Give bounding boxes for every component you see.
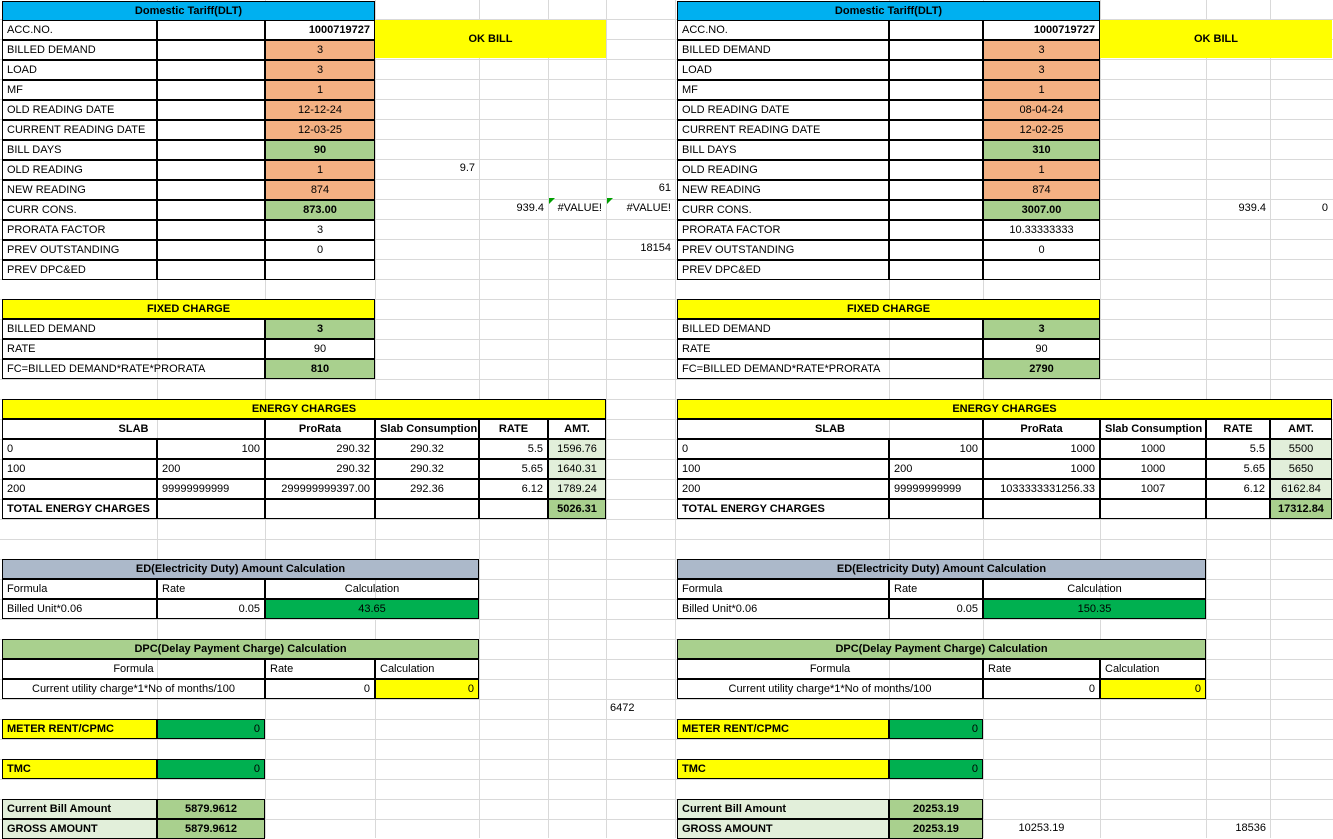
energy-header-amt: AMT. [548, 419, 606, 439]
cell[interactable] [479, 499, 548, 519]
info-blank[interactable] [157, 240, 265, 260]
slab-rate[interactable]: 6.12 [1206, 479, 1270, 499]
info-label: MF [2, 80, 157, 100]
slab-cons[interactable]: 290.32 [375, 439, 479, 459]
ed-header-rate: Rate [889, 579, 983, 599]
section-title: Domestic Tariff(DLT) [677, 1, 1100, 21]
slab-rate[interactable]: 5.65 [1206, 459, 1270, 479]
gridline-row [0, 619, 1333, 620]
extra-value[interactable]: 6472 [610, 702, 635, 714]
dpc-formula[interactable]: Current utility charge*1*No of months/100 [2, 679, 265, 699]
info-value[interactable]: 1000719727 [983, 20, 1100, 40]
status-badge: OK BILL [1100, 20, 1332, 58]
energy-header-amt: AMT. [1270, 419, 1332, 439]
energy-charges-title: ENERGY CHARGES [677, 399, 1332, 419]
info-blank[interactable] [889, 40, 983, 60]
info-label: OLD READING [2, 160, 157, 180]
energy-header-slab: SLAB [677, 419, 983, 439]
ed-header-calc: Calculation [265, 579, 479, 599]
fixed-value[interactable]: 3 [265, 319, 375, 339]
dpc-header-formula: Formula [2, 659, 265, 679]
info-label: PREV DPC&ED [677, 260, 889, 280]
info-blank[interactable] [157, 140, 265, 160]
ed-formula[interactable]: Billed Unit*0.06 [677, 599, 889, 619]
info-value[interactable]: 1 [265, 160, 375, 180]
dpc-calc[interactable]: 0 [375, 679, 479, 699]
info-value[interactable] [265, 260, 375, 280]
slab-to[interactable]: 99999999999 [157, 479, 265, 499]
info-blank[interactable] [157, 180, 265, 200]
slab-prorata[interactable]: 1000 [983, 459, 1100, 479]
energy-header-slab: SLAB [2, 419, 265, 439]
cell[interactable] [1206, 499, 1270, 519]
info-blank[interactable] [157, 80, 265, 100]
slab-amt[interactable]: 6162.84 [1270, 479, 1332, 499]
info-blank[interactable] [157, 200, 265, 220]
info-label: PREV DPC&ED [2, 260, 157, 280]
fixed-label: BILLED DEMAND [2, 319, 265, 339]
dpc-calc[interactable]: 0 [1100, 679, 1206, 699]
fixed-label: RATE [677, 339, 983, 359]
info-label: PREV OUTSTANDING [677, 240, 889, 260]
error-value[interactable]: #VALUE! [626, 202, 671, 214]
ed-calc[interactable]: 43.65 [265, 599, 479, 619]
fixed-value[interactable]: 90 [265, 339, 375, 359]
info-value[interactable]: 90 [265, 140, 375, 160]
info-value[interactable]: 08-04-24 [983, 100, 1100, 120]
cell[interactable] [983, 499, 1100, 519]
meter-rent-value[interactable]: 0 [889, 719, 983, 739]
ed-title: ED(Electricity Duty) Amount Calculation [677, 559, 1206, 579]
gridline-row [0, 379, 1333, 380]
info-value[interactable]: 12-03-25 [265, 120, 375, 140]
info-blank[interactable] [157, 60, 265, 80]
ed-header-formula: Formula [677, 579, 889, 599]
dpc-rate[interactable]: 0 [265, 679, 375, 699]
total-energy-value[interactable]: 5026.31 [548, 499, 606, 519]
gridline-col [675, 0, 676, 838]
slab-amt[interactable]: 5500 [1270, 439, 1332, 459]
info-value[interactable]: 3 [265, 220, 375, 240]
info-value[interactable]: 1000719727 [265, 20, 375, 40]
slab-cons[interactable]: 292.36 [375, 479, 479, 499]
dpc-header-rate: Rate [265, 659, 375, 679]
total-energy-value[interactable]: 17312.84 [1270, 499, 1332, 519]
info-value[interactable]: 1 [265, 80, 375, 100]
info-label: BILL DAYS [677, 140, 889, 160]
info-value[interactable]: 3 [983, 40, 1100, 60]
info-value[interactable]: 3 [265, 40, 375, 60]
ed-formula[interactable]: Billed Unit*0.06 [2, 599, 157, 619]
ed-calc[interactable]: 150.35 [983, 599, 1206, 619]
energy-header-rate: RATE [1206, 419, 1270, 439]
cell[interactable] [265, 499, 375, 519]
fixed-label: FC=BILLED DEMAND*RATE*PRORATA [677, 359, 983, 379]
section-title: Domestic Tariff(DLT) [2, 1, 375, 21]
slab-prorata[interactable]: 290.32 [265, 439, 375, 459]
info-blank[interactable] [889, 160, 983, 180]
info-label: CURR CONS. [2, 200, 157, 220]
fixed-label: BILLED DEMAND [677, 319, 983, 339]
slab-to[interactable]: 100 [157, 439, 265, 459]
fixed-value[interactable]: 90 [983, 339, 1100, 359]
dpc-header-rate: Rate [983, 659, 1100, 679]
energy-header-cons: Slab Consumption [375, 419, 479, 439]
energy-header-prorata: ProRata [265, 419, 375, 439]
ed-title: ED(Electricity Duty) Amount Calculation [2, 559, 479, 579]
slab-from[interactable]: 200 [677, 479, 889, 499]
info-value[interactable]: 10.33333333 [983, 220, 1100, 240]
info-value[interactable]: 0 [265, 240, 375, 260]
ed-rate[interactable]: 0.05 [157, 599, 265, 619]
error-value[interactable]: #VALUE! [557, 202, 602, 214]
extra-value[interactable]: 939.4 [516, 202, 544, 214]
slab-prorata[interactable]: 1000 [983, 439, 1100, 459]
current-bill-value[interactable]: 5879.9612 [157, 799, 265, 819]
info-value[interactable]: 874 [265, 180, 375, 200]
slab-from[interactable]: 0 [2, 439, 157, 459]
slab-amt[interactable]: 1640.31 [548, 459, 606, 479]
total-energy-label: TOTAL ENERGY CHARGES [677, 499, 889, 519]
dpc-rate[interactable]: 0 [983, 679, 1100, 699]
slab-to[interactable]: 100 [889, 439, 983, 459]
gridline-row [0, 519, 1333, 520]
info-blank[interactable] [889, 240, 983, 260]
dpc-header-calc: Calculation [375, 659, 479, 679]
info-blank[interactable] [889, 80, 983, 100]
info-label: ACC.NO. [2, 20, 157, 40]
fixed-value[interactable]: 810 [265, 359, 375, 379]
info-label: CURR CONS. [677, 200, 889, 220]
extra-value[interactable]: 10253.19 [1018, 822, 1065, 834]
info-label: PREV OUTSTANDING [2, 240, 157, 260]
gross-amount-value[interactable]: 5879.9612 [157, 819, 265, 839]
gridline-row [0, 539, 1333, 540]
extra-value[interactable]: 18154 [640, 242, 671, 254]
slab-amt[interactable]: 1789.24 [548, 479, 606, 499]
info-blank[interactable] [157, 160, 265, 180]
info-label: BILLED DEMAND [677, 40, 889, 60]
info-blank[interactable] [889, 60, 983, 80]
fixed-value[interactable]: 2790 [983, 359, 1100, 379]
slab-to[interactable]: 99999999999 [889, 479, 983, 499]
info-blank[interactable] [889, 200, 983, 220]
extra-value[interactable]: 939.4 [1238, 202, 1266, 214]
extra-value[interactable]: 0 [1321, 202, 1328, 214]
fixed-value[interactable]: 3 [983, 319, 1100, 339]
slab-from[interactable]: 100 [677, 459, 889, 479]
info-blank[interactable] [889, 20, 983, 40]
info-blank[interactable] [157, 120, 265, 140]
tmc-value[interactable]: 0 [889, 759, 983, 779]
info-blank[interactable] [889, 100, 983, 120]
slab-rate[interactable]: 5.65 [479, 459, 548, 479]
info-value[interactable]: 3 [983, 60, 1100, 80]
info-value[interactable]: 874 [983, 180, 1100, 200]
info-value[interactable]: 0 [983, 240, 1100, 260]
tmc-value[interactable]: 0 [157, 759, 265, 779]
tmc-label: TMC [677, 759, 889, 779]
slab-prorata[interactable]: 1033333331256.33 [983, 479, 1100, 499]
slab-cons[interactable]: 1007 [1100, 479, 1206, 499]
gridline-row [0, 779, 1333, 780]
dpc-formula[interactable]: Current utility charge*1*No of months/100 [677, 679, 983, 699]
tmc-label: TMC [2, 759, 157, 779]
slab-prorata[interactable]: 290.32 [265, 459, 375, 479]
slab-amt[interactable]: 1596.76 [548, 439, 606, 459]
info-blank[interactable] [889, 120, 983, 140]
extra-value[interactable]: 18536 [1235, 822, 1266, 834]
dpc-header-formula: Formula [677, 659, 983, 679]
meter-rent-value[interactable]: 0 [157, 719, 265, 739]
gross-amount-label: GROSS AMOUNT [677, 819, 889, 839]
slab-rate[interactable]: 6.12 [479, 479, 548, 499]
info-label: OLD READING [677, 160, 889, 180]
info-blank[interactable] [157, 220, 265, 240]
info-label: BILL DAYS [2, 140, 157, 160]
dpc-header-calc: Calculation [1100, 659, 1206, 679]
info-label: PRORATA FACTOR [677, 220, 889, 240]
info-label: CURRENT READING DATE [2, 120, 157, 140]
gridline-row [0, 739, 1333, 740]
slab-cons[interactable]: 1000 [1100, 459, 1206, 479]
fixed-charge-title: FIXED CHARGE [2, 299, 375, 319]
current-bill-value[interactable]: 20253.19 [889, 799, 983, 819]
info-label: NEW READING [677, 180, 889, 200]
slab-from[interactable]: 0 [677, 439, 889, 459]
info-label: OLD READING DATE [677, 100, 889, 120]
current-bill-label: Current Bill Amount [2, 799, 157, 819]
cell[interactable] [889, 499, 983, 519]
info-value[interactable]: 873.00 [265, 200, 375, 220]
slab-from[interactable]: 100 [2, 459, 157, 479]
info-value[interactable]: 1 [983, 160, 1100, 180]
fixed-charge-title: FIXED CHARGE [677, 299, 1100, 319]
slab-cons[interactable]: 290.32 [375, 459, 479, 479]
error-indicator-icon [607, 198, 613, 204]
ed-header-rate: Rate [157, 579, 265, 599]
ed-header-calc: Calculation [983, 579, 1206, 599]
info-label: LOAD [2, 60, 157, 80]
info-blank[interactable] [889, 220, 983, 240]
info-label: OLD READING DATE [2, 100, 157, 120]
info-label: NEW READING [2, 180, 157, 200]
info-blank[interactable] [889, 260, 983, 280]
slab-to[interactable]: 200 [157, 459, 265, 479]
total-energy-label: TOTAL ENERGY CHARGES [2, 499, 157, 519]
info-label: MF [677, 80, 889, 100]
gross-amount-label: GROSS AMOUNT [2, 819, 157, 839]
error-indicator-icon [549, 198, 555, 204]
info-blank[interactable] [889, 180, 983, 200]
ed-header-formula: Formula [2, 579, 157, 599]
slab-to[interactable]: 200 [889, 459, 983, 479]
cell[interactable] [1100, 499, 1206, 519]
slab-amt[interactable]: 5650 [1270, 459, 1332, 479]
info-label: ACC.NO. [677, 20, 889, 40]
info-value[interactable]: 12-12-24 [265, 100, 375, 120]
ed-rate[interactable]: 0.05 [889, 599, 983, 619]
info-blank[interactable] [157, 40, 265, 60]
info-value[interactable]: 310 [983, 140, 1100, 160]
slab-from[interactable]: 200 [2, 479, 157, 499]
info-label: LOAD [677, 60, 889, 80]
energy-header-cons: Slab Consumption [1100, 419, 1206, 439]
info-value[interactable]: 3 [265, 60, 375, 80]
current-bill-label: Current Bill Amount [677, 799, 889, 819]
fixed-label: FC=BILLED DEMAND*RATE*PRORATA [2, 359, 265, 379]
info-blank[interactable] [157, 260, 265, 280]
info-blank[interactable] [889, 140, 983, 160]
slab-rate[interactable]: 5.5 [479, 439, 548, 459]
info-value[interactable]: 12-02-25 [983, 120, 1100, 140]
info-label: PRORATA FACTOR [2, 220, 157, 240]
dpc-title: DPC(Delay Payment Charge) Calculation [2, 639, 479, 659]
dpc-title: DPC(Delay Payment Charge) Calculation [677, 639, 1206, 659]
slab-rate[interactable]: 5.5 [1206, 439, 1270, 459]
energy-header-prorata: ProRata [983, 419, 1100, 439]
meter-rent-label: METER RENT/CPMC [2, 719, 157, 739]
meter-rent-label: METER RENT/CPMC [677, 719, 889, 739]
info-blank[interactable] [157, 100, 265, 120]
info-blank[interactable] [157, 20, 265, 40]
status-badge: OK BILL [375, 20, 606, 58]
cell[interactable] [375, 499, 479, 519]
energy-header-rate: RATE [479, 419, 548, 439]
extra-value[interactable]: 61 [658, 182, 671, 194]
slab-cons[interactable]: 1000 [1100, 439, 1206, 459]
energy-charges-title: ENERGY CHARGES [2, 399, 606, 419]
fixed-label: RATE [2, 339, 265, 359]
info-label: CURRENT READING DATE [677, 120, 889, 140]
cell[interactable] [157, 499, 265, 519]
info-value[interactable] [983, 260, 1100, 280]
gross-amount-value[interactable]: 20253.19 [889, 819, 983, 839]
info-value[interactable]: 1 [983, 80, 1100, 100]
extra-value[interactable]: 9.7 [459, 162, 475, 174]
slab-prorata[interactable]: 299999999397.00 [265, 479, 375, 499]
info-value[interactable]: 3007.00 [983, 200, 1100, 220]
info-label: BILLED DEMAND [2, 40, 157, 60]
